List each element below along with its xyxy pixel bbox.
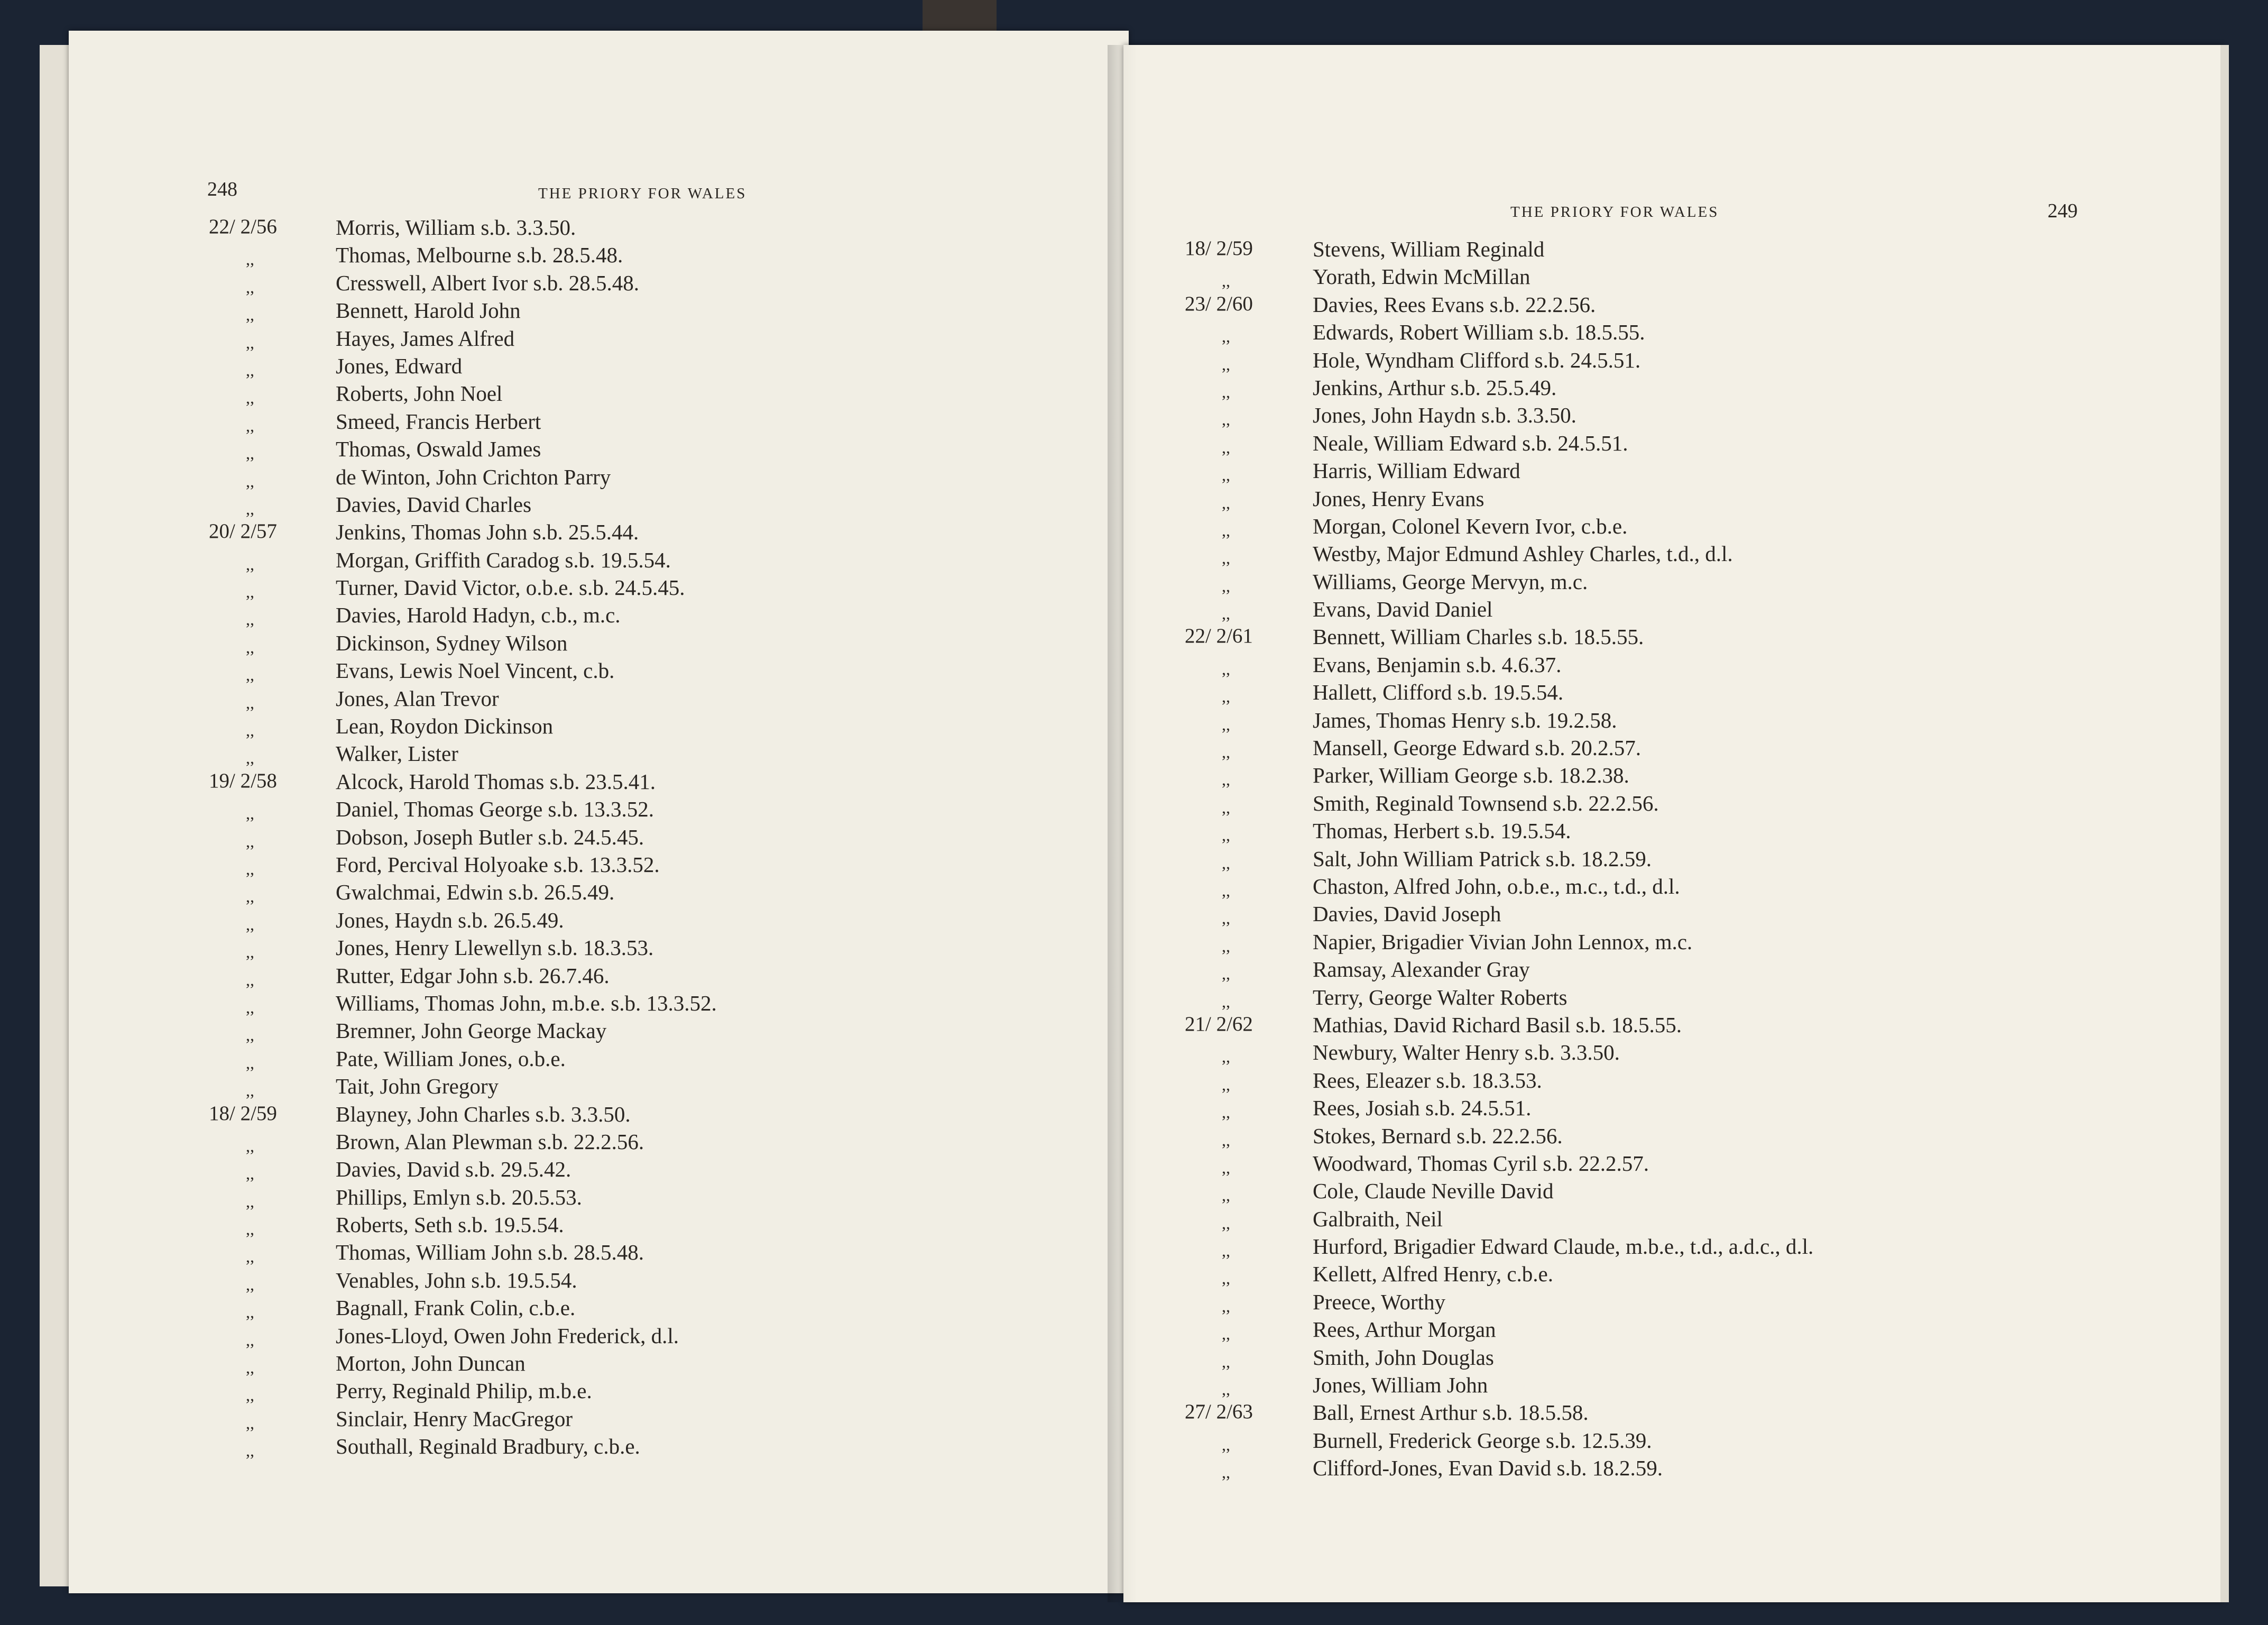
ditto-mark: ,, <box>1222 742 1230 762</box>
ditto-mark: ,, <box>246 388 254 408</box>
ditto-mark: ,, <box>246 1053 254 1072</box>
ditto-mark: ,, <box>1222 1130 1230 1150</box>
ditto-mark: ,, <box>1222 714 1230 734</box>
ditto-mark: ,, <box>1222 853 1230 873</box>
ditto-mark: ,, <box>1222 964 1230 984</box>
entry-text: Jones, Edward <box>336 353 463 378</box>
ditto-mark: ,, <box>1222 493 1230 512</box>
entry-text: Bremner, John George Mackay <box>336 1018 607 1043</box>
entry-text: Stevens, William Reginald <box>1313 237 1545 261</box>
left-page <box>69 31 1129 1593</box>
ditto-mark: ,, <box>1222 1158 1230 1177</box>
entry-text: Lean, Roydon Dickinson <box>336 714 554 739</box>
entry-text: Salt, John William Patrick s.b. 18.2.59. <box>1313 846 1652 871</box>
entry-text: Brown, Alan Plewman s.b. 22.2.56. <box>336 1129 644 1154</box>
entry-text: Ball, Ernest Arthur s.b. 18.5.58. <box>1313 1400 1589 1425</box>
ditto-mark: ,, <box>1222 1352 1230 1371</box>
entry-text: de Winton, John Crichton Parry <box>336 464 611 489</box>
right-page <box>1123 45 2223 1602</box>
entry-text: Phillips, Emlyn s.b. 20.5.53. <box>336 1185 582 1209</box>
entry-text: Hurford, Brigadier Edward Claude, m.b.e., t.d., a.d.c., d.l. <box>1313 1234 1814 1259</box>
entry-text: Rees, Eleazer s.b. 18.3.53. <box>1313 1068 1542 1092</box>
entry-text: Tait, John Gregory <box>336 1074 499 1099</box>
ditto-mark: ,, <box>1222 991 1230 1011</box>
ditto-mark: ,, <box>246 721 254 740</box>
entry-text: Thomas, William John s.b. 28.5.48. <box>336 1240 644 1265</box>
ditto-mark: ,, <box>1222 604 1230 623</box>
entry-text: Sinclair, Henry MacGregor <box>336 1406 573 1431</box>
ditto-mark: ,, <box>246 1330 254 1349</box>
entry-text: Thomas, Melbourne s.b. 28.5.48. <box>336 243 623 268</box>
ditto-mark: ,, <box>1222 437 1230 457</box>
entry-text: Jones, William John <box>1313 1373 1488 1398</box>
entry-text: Neale, William Edward s.b. 24.5.51. <box>1313 430 1628 455</box>
entry-text: Morton, John Duncan <box>336 1351 525 1376</box>
entry-text: Mansell, George Edward s.b. 20.2.57. <box>1313 736 1641 760</box>
entry-text: Evans, David Daniel <box>1313 597 1493 622</box>
ditto-mark: ,, <box>1222 1241 1230 1261</box>
entry-date: 18/ 2/59 <box>1185 237 1253 260</box>
entry-text: Clifford-Jones, Evan David s.b. 18.2.59. <box>1313 1456 1663 1481</box>
ditto-mark: ,, <box>1222 1269 1230 1288</box>
ditto-mark: ,, <box>1222 465 1230 485</box>
entry-text: Williams, George Mervyn, m.c. <box>1313 569 1588 594</box>
entry-text: Davies, David s.b. 29.5.42. <box>336 1157 571 1182</box>
ditto-mark: ,, <box>1222 908 1230 928</box>
ditto-mark: ,, <box>246 693 254 712</box>
ditto-mark: ,, <box>246 1191 254 1211</box>
page-number: 248 <box>207 178 237 200</box>
entry-text: Newbury, Walter Henry s.b. 3.3.50. <box>1313 1040 1620 1065</box>
entry-text: Pate, William Jones, o.b.e. <box>336 1046 566 1071</box>
ditto-mark: ,, <box>1222 520 1230 540</box>
entry-text: Hayes, James Alfred <box>336 326 515 351</box>
entry-text: Jones, Henry Evans <box>1313 486 1485 511</box>
ditto-mark: ,, <box>246 277 254 297</box>
ditto-mark: ,, <box>1222 1463 1230 1482</box>
ditto-mark: ,, <box>246 1358 254 1378</box>
ditto-mark: ,, <box>1222 936 1230 956</box>
entry-text: Napier, Brigadier Vivian John Lennox, m.c. <box>1313 929 1693 954</box>
entry-text: Hallett, Clifford s.b. 19.5.54. <box>1313 680 1564 705</box>
entry-date: 21/ 2/62 <box>1185 1012 1253 1035</box>
entry-text: Thomas, Oswald James <box>336 437 541 462</box>
ditto-mark: ,, <box>1222 1213 1230 1233</box>
ditto-mark: ,, <box>1222 1047 1230 1067</box>
entry-text: Southall, Reginald Bradbury, c.b.e. <box>336 1434 640 1459</box>
entry-date: 22/ 2/56 <box>209 215 277 238</box>
entry-text: Roberts, John Noel <box>336 381 503 406</box>
entry-text: Stokes, Bernard s.b. 22.2.56. <box>1313 1123 1563 1148</box>
entry-text: Jones, John Haydn s.b. 3.3.50. <box>1313 403 1576 428</box>
entry-text: Ford, Percival Holyoake s.b. 13.3.52. <box>336 852 660 877</box>
entry-text: Preece, Worthy <box>1313 1289 1445 1314</box>
entry-text: Kellett, Alfred Henry, c.b.e. <box>1313 1262 1554 1287</box>
page-number: 249 <box>2048 200 2078 222</box>
ditto-mark: ,, <box>246 1385 254 1405</box>
entry-text: Jenkins, Thomas John s.b. 25.5.44. <box>336 520 639 545</box>
ditto-mark: ,, <box>1222 1324 1230 1344</box>
entry-text: Roberts, Seth s.b. 19.5.54. <box>336 1213 564 1237</box>
entry-text: Davies, Harold Hadyn, c.b., m.c. <box>336 603 621 628</box>
entry-text: Bennett, Harold John <box>336 298 521 323</box>
entry-text: Morgan, Colonel Kevern Ivor, c.b.e. <box>1313 513 1628 538</box>
entry-text: Mathias, David Richard Basil s.b. 18.5.55. <box>1313 1012 1682 1037</box>
entry-date: 19/ 2/58 <box>209 769 277 792</box>
ditto-mark: ,, <box>246 1219 254 1239</box>
ditto-mark: ,, <box>1222 770 1230 789</box>
entry-text: Davies, David Joseph <box>1313 902 1501 926</box>
ditto-mark: ,, <box>246 1164 254 1183</box>
entry-text: Woodward, Thomas Cyril s.b. 22.2.57. <box>1313 1151 1649 1176</box>
ditto-mark: ,, <box>1222 548 1230 568</box>
ditto-mark: ,, <box>246 748 254 768</box>
entry-text: James, Thomas Henry s.b. 19.2.58. <box>1313 708 1617 732</box>
running-head: THE PRIORY FOR WALES <box>538 185 747 202</box>
entry-text: Morris, William s.b. 3.3.50. <box>336 215 576 240</box>
ditto-mark: ,, <box>1222 327 1230 346</box>
ditto-mark: ,, <box>1222 1075 1230 1094</box>
entry-text: Burnell, Frederick George s.b. 12.5.39. <box>1313 1428 1652 1453</box>
ditto-mark: ,, <box>1222 1380 1230 1399</box>
entry-text: Walker, Lister <box>336 741 458 766</box>
entry-date: 20/ 2/57 <box>209 520 277 543</box>
ditto-mark: ,, <box>246 1302 254 1322</box>
ditto-mark: ,, <box>246 1441 254 1461</box>
entry-text: Jones, Henry Llewellyn s.b. 18.3.53. <box>336 935 654 960</box>
entry-text: Thomas, Herbert s.b. 19.5.54. <box>1313 819 1571 843</box>
ditto-mark: ,, <box>246 804 254 823</box>
ditto-mark: ,, <box>1222 354 1230 374</box>
entry-text: Smith, John Douglas <box>1313 1345 1494 1370</box>
book-gutter-shadow <box>1108 45 1150 1602</box>
entry-text: Chaston, Alfred John, o.b.e., m.c., t.d., d.l. <box>1313 874 1680 898</box>
ditto-mark: ,, <box>246 942 254 962</box>
ditto-mark: ,, <box>1222 880 1230 900</box>
ditto-mark: ,, <box>1222 271 1230 291</box>
ditto-mark: ,, <box>246 1274 254 1294</box>
entry-text: Evans, Lewis Noel Vincent, c.b. <box>336 658 615 683</box>
entry-date: 18/ 2/59 <box>209 1101 277 1125</box>
ditto-mark: ,, <box>1222 1296 1230 1316</box>
entry-text: Westby, Major Edmund Ashley Charles, t.d., d.l. <box>1313 541 1733 566</box>
entry-text: Dickinson, Sydney Wilson <box>336 630 568 655</box>
entry-text: Perry, Reginald Philip, m.b.e. <box>336 1379 592 1403</box>
entry-text: Smeed, Francis Herbert <box>336 409 541 434</box>
entry-text: Morgan, Griffith Caradog s.b. 19.5.54. <box>336 547 671 572</box>
ditto-mark: ,, <box>1222 576 1230 595</box>
ditto-mark: ,, <box>246 831 254 851</box>
entry-text: Jenkins, Arthur s.b. 25.5.49. <box>1313 375 1557 400</box>
entry-text: Bennett, William Charles s.b. 18.5.55. <box>1313 625 1644 649</box>
page-stack-edge-right <box>2220 45 2229 1602</box>
running-head: THE PRIORY FOR WALES <box>1510 204 1719 221</box>
ditto-mark: ,, <box>246 914 254 934</box>
ditto-mark: ,, <box>246 970 254 989</box>
ditto-mark: ,, <box>246 997 254 1017</box>
entry-text: Rees, Josiah s.b. 24.5.51. <box>1313 1096 1532 1121</box>
entry-text: Jones, Alan Trevor <box>336 686 499 711</box>
entry-text: Hole, Wyndham Clifford s.b. 24.5.51. <box>1313 347 1641 372</box>
entry-text: Blayney, John Charles s.b. 3.3.50. <box>336 1101 631 1126</box>
ditto-mark: ,, <box>1222 797 1230 817</box>
entry-text: Galbraith, Neil <box>1313 1206 1443 1231</box>
entry-text: Rees, Arthur Morgan <box>1313 1317 1496 1342</box>
entry-text: Davies, Rees Evans s.b. 22.2.56. <box>1313 292 1596 317</box>
ditto-mark: ,, <box>246 1081 254 1100</box>
entry-date: 27/ 2/63 <box>1185 1400 1253 1424</box>
ditto-mark: ,, <box>246 859 254 878</box>
ditto-mark: ,, <box>246 665 254 685</box>
entry-text: Rutter, Edgar John s.b. 26.7.46. <box>336 963 610 988</box>
entry-text: Yorath, Edwin McMillan <box>1313 264 1531 289</box>
entry-text: Cresswell, Albert Ivor s.b. 28.5.48. <box>336 270 639 295</box>
ditto-mark: ,, <box>246 887 254 906</box>
entry-text: Jones, Haydn s.b. 26.5.49. <box>336 907 564 932</box>
entry-text: Harris, William Edward <box>1313 458 1520 483</box>
ditto-mark: ,, <box>246 1413 254 1433</box>
ditto-mark: ,, <box>246 471 254 491</box>
entry-text: Daniel, Thomas George s.b. 13.3.52. <box>336 797 654 822</box>
entry-text: Ramsay, Alexander Gray <box>1313 957 1530 982</box>
entry-text: Jones-Lloyd, Owen John Frederick, d.l. <box>336 1323 679 1348</box>
ditto-mark: ,, <box>1222 687 1230 706</box>
entry-text: Bagnall, Frank Colin, c.b.e. <box>336 1296 576 1320</box>
ditto-mark: ,, <box>1222 410 1230 429</box>
entry-date: 23/ 2/60 <box>1185 292 1253 315</box>
ditto-mark: ,, <box>1222 1435 1230 1454</box>
entry-text: Gwalchmai, Edwin s.b. 26.5.49. <box>336 880 615 905</box>
entry-text: Parker, William George s.b. 18.2.38. <box>1313 763 1629 788</box>
ditto-mark: ,, <box>246 444 254 463</box>
entry-text: Cole, Claude Neville David <box>1313 1179 1554 1204</box>
ditto-mark: ,, <box>246 305 254 325</box>
ditto-mark: ,, <box>1222 1186 1230 1205</box>
ditto-mark: ,, <box>246 416 254 435</box>
entry-text: Dobson, Joseph Butler s.b. 24.5.45. <box>336 824 644 849</box>
ditto-mark: ,, <box>1222 382 1230 401</box>
ditto-mark: ,, <box>246 1136 254 1155</box>
ditto-mark: ,, <box>246 333 254 352</box>
entry-text: Williams, Thomas John, m.b.e. s.b. 13.3.52. <box>336 990 717 1015</box>
ditto-mark: ,, <box>246 1025 254 1045</box>
ditto-mark: ,, <box>246 554 254 574</box>
ditto-mark: ,, <box>246 582 254 602</box>
ditto-mark: ,, <box>246 360 254 380</box>
entry-text: Terry, George Walter Roberts <box>1313 985 1568 1009</box>
entry-text: Edwards, Robert William s.b. 18.5.55. <box>1313 320 1645 345</box>
entry-date: 22/ 2/61 <box>1185 625 1253 648</box>
entry-text: Davies, David Charles <box>336 492 532 517</box>
ditto-mark: ,, <box>1222 1103 1230 1122</box>
ditto-mark: ,, <box>246 250 254 269</box>
ditto-mark: ,, <box>246 1247 254 1266</box>
entry-text: Alcock, Harold Thomas s.b. 23.5.41. <box>336 769 656 794</box>
entry-text: Evans, Benjamin s.b. 4.6.37. <box>1313 652 1562 677</box>
ditto-mark: ,, <box>1222 825 1230 845</box>
entry-text: Smith, Reginald Townsend s.b. 22.2.56. <box>1313 791 1659 815</box>
ditto-mark: ,, <box>246 610 254 629</box>
ditto-mark: ,, <box>246 499 254 518</box>
entry-text: Turner, David Victor, o.b.e. s.b. 24.5.45. <box>336 575 685 600</box>
entry-text: Venables, John s.b. 19.5.54. <box>336 1268 577 1292</box>
page-stack-edge-left <box>40 45 73 1586</box>
ditto-mark: ,, <box>1222 659 1230 678</box>
ditto-mark: ,, <box>246 637 254 657</box>
